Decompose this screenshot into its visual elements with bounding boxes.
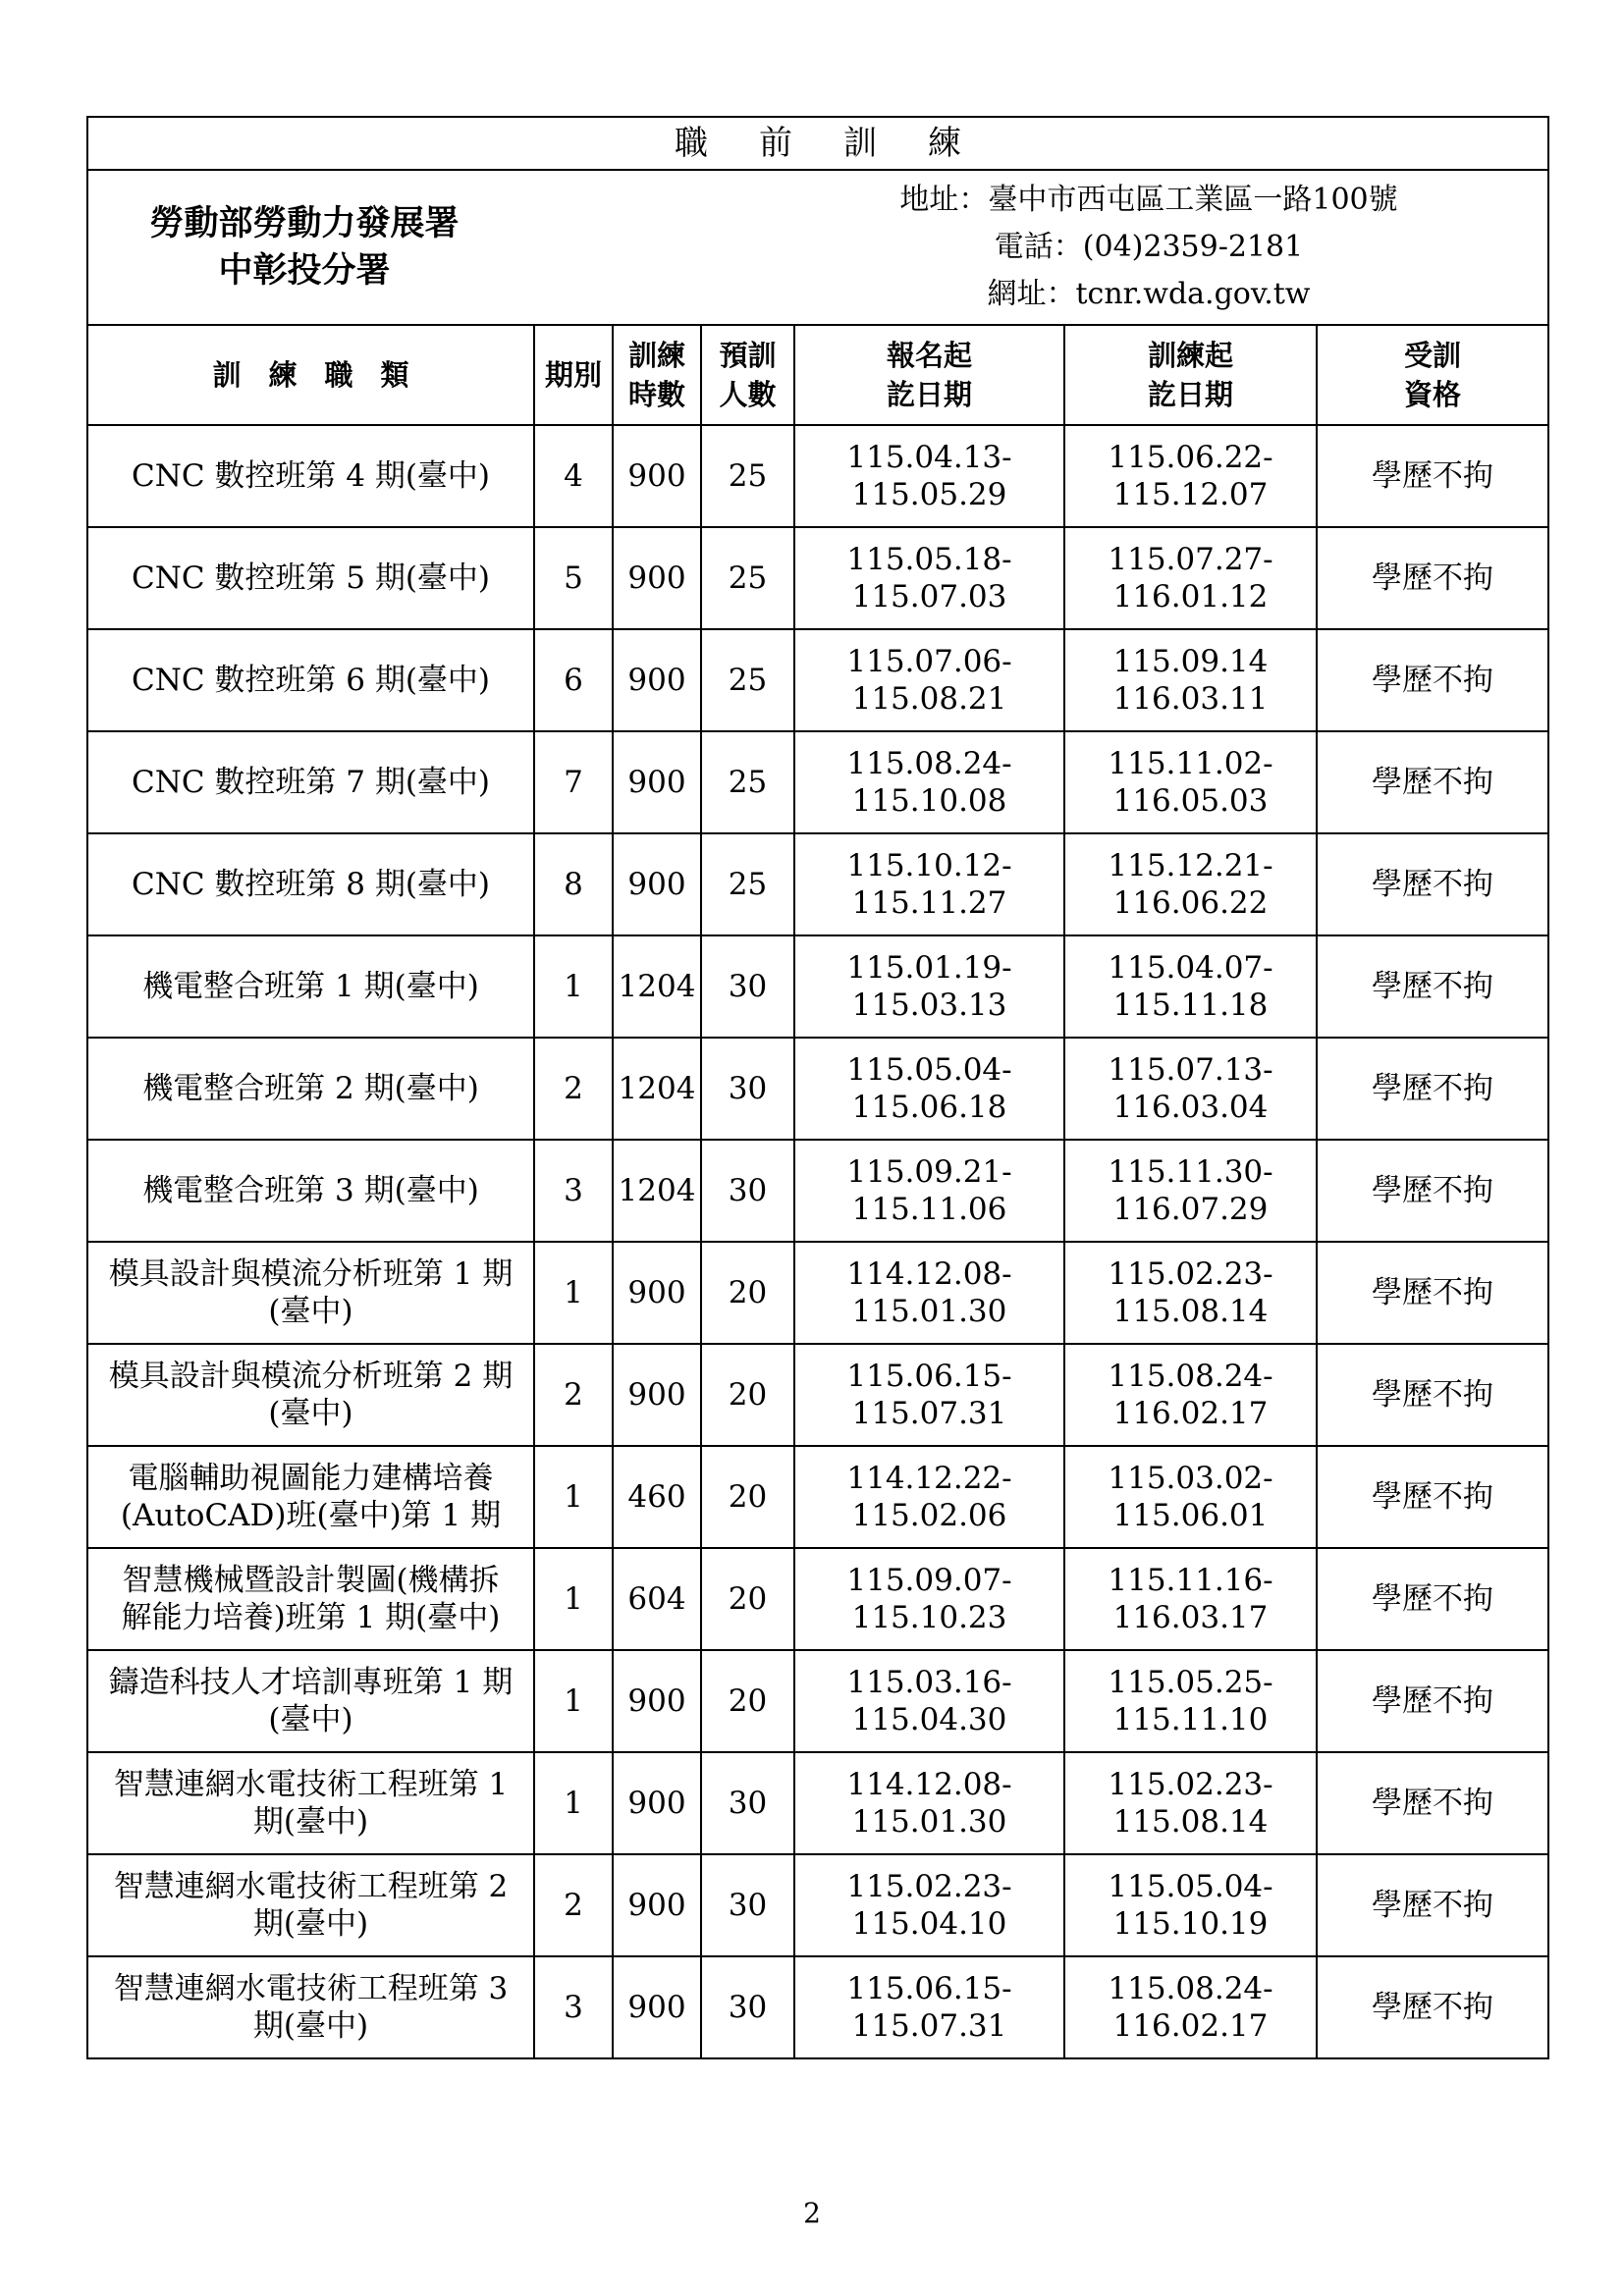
training-date-line: 115.05.04- [1108, 1869, 1273, 1904]
capacity-cell: 25 [701, 425, 794, 527]
course-name-line: 智慧機械暨設計製圖(機構拆 [122, 1563, 500, 1598]
signup-dates [794, 1956, 1064, 2058]
signup-date-line: 115.08.21 [851, 681, 1007, 717]
capacity-cell: 20 [701, 1344, 794, 1446]
training-date-line: 115.11.16- [1108, 1563, 1273, 1598]
term-cell: 3 [534, 1956, 613, 2058]
hours-cell: 460 [613, 1446, 701, 1548]
hours-cell: 900 [613, 1854, 701, 1956]
eligibility-cell: 學歷不拘 [1317, 935, 1548, 1038]
signup-date-line: 115.07.31 [851, 2008, 1007, 2044]
header-eligibility [1317, 325, 1548, 425]
training-dates [1064, 833, 1317, 935]
signup-date-line: 115.10.12- [846, 848, 1012, 883]
term-cell: 1 [534, 935, 613, 1038]
course-name-line: 期(臺中) [252, 2008, 369, 2044]
term-cell: 1 [534, 1752, 613, 1854]
hours-cell: 900 [613, 1752, 701, 1854]
training-dates [1064, 1752, 1317, 1854]
signup-date-line: 114.12.22- [846, 1461, 1012, 1496]
capacity-cell: 20 [701, 1650, 794, 1752]
training-table [86, 116, 1549, 2059]
term-cell: 1 [534, 1242, 613, 1344]
course-name-line: (臺中) [268, 1294, 353, 1329]
eligibility-cell: 學歷不拘 [1317, 1140, 1548, 1242]
table-row [87, 1650, 1548, 1752]
course-name-line: CNC 數控班第 4 期(臺中) [131, 458, 491, 494]
hours-cell: 604 [613, 1548, 701, 1650]
capacity-cell: 25 [701, 629, 794, 731]
term-cell: 1 [534, 1446, 613, 1548]
eligibility-cell: 學歷不拘 [1317, 1752, 1548, 1854]
table-row [87, 527, 1548, 629]
course-name [87, 935, 534, 1038]
term-cell: 3 [534, 1140, 613, 1242]
eligibility-cell: 學歷不拘 [1317, 1854, 1548, 1956]
signup-date-line: 115.08.24- [846, 746, 1012, 781]
training-dates [1064, 935, 1317, 1038]
hours-cell: 1204 [613, 1038, 701, 1140]
table-row [87, 1854, 1548, 1956]
signup-date-line: 115.10.23 [851, 1600, 1007, 1635]
training-date-line: 115.08.14 [1112, 1294, 1269, 1329]
training-dates [1064, 1854, 1317, 1956]
training-date-line: 116.03.11 [1112, 681, 1269, 717]
agency-name [147, 200, 461, 294]
page-number: 2 [803, 2197, 821, 2229]
hours-cell: 900 [613, 425, 701, 527]
signup-date-line: 115.06.15- [846, 1971, 1012, 2006]
training-date-line: 115.12.07 [1112, 477, 1269, 512]
signup-dates [794, 527, 1064, 629]
capacity-cell: 30 [701, 1854, 794, 1956]
training-date-line: 116.02.17 [1112, 1396, 1269, 1431]
header-signup-line2: 訖日期 [886, 378, 972, 411]
capacity-cell: 25 [701, 731, 794, 833]
course-name [87, 1752, 534, 1854]
training-date-line: 115.10.19 [1112, 1906, 1269, 1942]
signup-date-line: 115.11.27 [851, 885, 1007, 921]
header-eligibility-line1: 受訓 [1404, 339, 1462, 372]
training-dates [1064, 425, 1317, 527]
training-date-line: 116.03.17 [1112, 1600, 1269, 1635]
course-name-line: 模具設計與模流分析班第 2 期 [108, 1359, 514, 1394]
training-date-line: 116.01.12 [1112, 579, 1269, 614]
signup-dates [794, 1548, 1064, 1650]
signup-dates [794, 935, 1064, 1038]
signup-dates [794, 629, 1064, 731]
hours-cell: 900 [613, 1344, 701, 1446]
column-headers [87, 325, 1548, 425]
hours-cell: 900 [613, 833, 701, 935]
header-training-line1: 訓練起 [1147, 339, 1233, 372]
course-name [87, 425, 534, 527]
header-hours-line1: 訓練 [627, 339, 685, 372]
signup-date-line: 115.11.06 [851, 1192, 1007, 1227]
course-name-line: CNC 數控班第 8 期(臺中) [131, 867, 491, 902]
page-title: 職前訓練 [87, 117, 1548, 170]
training-date-line: 115.06.01 [1112, 1498, 1269, 1533]
signup-date-line: 115.06.15- [846, 1359, 1012, 1394]
course-name-line: 期(臺中) [252, 1906, 369, 1942]
capacity-cell: 30 [701, 1140, 794, 1242]
table-row [87, 1140, 1548, 1242]
signup-date-line: 115.03.13 [851, 988, 1007, 1023]
term-cell: 2 [534, 1344, 613, 1446]
course-name-line: 模具設計與模流分析班第 1 期 [108, 1256, 514, 1292]
training-dates [1064, 1548, 1317, 1650]
hours-cell: 900 [613, 1650, 701, 1752]
capacity-cell: 30 [701, 1038, 794, 1140]
eligibility-cell: 學歷不拘 [1317, 1548, 1548, 1650]
term-cell: 2 [534, 1854, 613, 1956]
signup-date-line: 115.07.31 [851, 1396, 1007, 1431]
eligibility-cell: 學歷不拘 [1317, 1038, 1548, 1140]
course-name-line: 期(臺中) [252, 1804, 369, 1840]
capacity-cell: 20 [701, 1242, 794, 1344]
signup-date-line: 115.01.19- [846, 950, 1012, 986]
training-date-line: 115.07.27- [1108, 542, 1273, 577]
signup-date-line: 115.04.13- [846, 440, 1012, 475]
term-cell: 1 [534, 1548, 613, 1650]
training-date-line: 115.11.10 [1112, 1702, 1269, 1737]
hours-cell: 900 [613, 527, 701, 629]
course-name [87, 1242, 534, 1344]
training-dates [1064, 1956, 1317, 2058]
signup-date-line: 115.09.07- [846, 1563, 1012, 1598]
course-name [87, 1854, 534, 1956]
training-date-line: 115.05.25- [1108, 1665, 1273, 1700]
signup-date-line: 115.05.18- [846, 542, 1012, 577]
signup-dates [794, 1752, 1064, 1854]
signup-dates [794, 1854, 1064, 1956]
eligibility-cell: 學歷不拘 [1317, 1956, 1548, 2058]
course-name [87, 527, 534, 629]
hours-cell: 900 [613, 1242, 701, 1344]
table-row [87, 1038, 1548, 1140]
table-row [87, 425, 1548, 527]
course-name-line: 智慧連網水電技術工程班第 2 [113, 1869, 509, 1904]
signup-date-line: 115.01.30 [851, 1294, 1007, 1329]
capacity-cell: 25 [701, 527, 794, 629]
header-capacity [701, 325, 794, 425]
course-name-line: CNC 數控班第 5 期(臺中) [131, 561, 491, 596]
eligibility-cell: 學歷不拘 [1317, 731, 1548, 833]
training-date-line: 115.08.24- [1108, 1971, 1273, 2006]
signup-dates [794, 731, 1064, 833]
training-dates [1064, 1344, 1317, 1446]
course-name-line: 電腦輔助視圖能力建構培養 [128, 1461, 494, 1496]
eligibility-cell: 學歷不拘 [1317, 629, 1548, 731]
eligibility-cell: 學歷不拘 [1317, 425, 1548, 527]
signup-date-line: 115.07.03 [851, 579, 1007, 614]
course-name-line: (臺中) [268, 1396, 353, 1431]
agency-info [87, 170, 1548, 325]
training-dates [1064, 1140, 1317, 1242]
course-name [87, 1956, 534, 2058]
term-cell: 1 [534, 1650, 613, 1752]
header-signup [794, 325, 1064, 425]
course-name-line: (臺中) [268, 1702, 353, 1737]
signup-date-line: 115.01.30 [851, 1804, 1007, 1840]
hours-cell: 900 [613, 629, 701, 731]
header-training [1064, 325, 1317, 425]
signup-date-line: 115.07.06- [846, 644, 1012, 679]
signup-dates [794, 1344, 1064, 1446]
term-cell: 4 [534, 425, 613, 527]
course-name [87, 833, 534, 935]
signup-dates [794, 425, 1064, 527]
eligibility-cell: 學歷不拘 [1317, 1344, 1548, 1446]
training-date-line: 115.02.23- [1108, 1767, 1273, 1802]
eligibility-cell: 學歷不拘 [1317, 833, 1548, 935]
contact-info [835, 177, 1463, 318]
training-date-line: 116.06.22 [1112, 885, 1269, 921]
training-date-line: 116.05.03 [1112, 783, 1269, 819]
course-name [87, 1344, 534, 1446]
signup-dates [794, 833, 1064, 935]
course-name [87, 629, 534, 731]
table-row [87, 833, 1548, 935]
term-cell: 2 [534, 1038, 613, 1140]
course-name-line: 機電整合班第 2 期(臺中) [142, 1071, 479, 1106]
eligibility-cell: 學歷不拘 [1317, 1650, 1548, 1752]
training-date-line: 115.04.07- [1108, 950, 1273, 986]
course-name-line: 鑄造科技人才培訓專班第 1 期 [108, 1665, 514, 1700]
training-date-line: 115.06.22- [1108, 440, 1273, 475]
table-row [87, 1548, 1548, 1650]
signup-dates [794, 1038, 1064, 1140]
header-hours [613, 325, 701, 425]
website: 網址：tcnr.wda.gov.tw [987, 277, 1311, 311]
signup-date-line: 115.03.16- [846, 1665, 1012, 1700]
course-name-line: (AutoCAD)班(臺中)第 1 期 [120, 1498, 502, 1533]
course-name-line: 機電整合班第 3 期(臺中) [142, 1173, 479, 1208]
address: 地址：臺中市西屯區工業區一路100號 [899, 183, 1398, 217]
header-training-line2: 訖日期 [1147, 378, 1233, 411]
training-date-line: 115.09.14 [1112, 644, 1269, 679]
training-date-line: 115.08.24- [1108, 1359, 1273, 1394]
header-hours-line2: 時數 [627, 378, 685, 411]
signup-date-line: 115.04.10 [851, 1906, 1007, 1942]
training-date-line: 115.11.02- [1108, 746, 1273, 781]
training-date-line: 115.11.18 [1112, 988, 1269, 1023]
table-row [87, 1344, 1548, 1446]
table-row [87, 629, 1548, 731]
course-name-line: 智慧連網水電技術工程班第 1 [113, 1767, 509, 1802]
training-dates [1064, 731, 1317, 833]
eligibility-cell: 學歷不拘 [1317, 1242, 1548, 1344]
course-name-line: 機電整合班第 1 期(臺中) [142, 969, 479, 1004]
phone: 電話：(04)2359-2181 [994, 230, 1304, 264]
signup-date-line: 115.06.18 [851, 1090, 1007, 1125]
course-name [87, 731, 534, 833]
signup-date-line: 115.05.29 [851, 477, 1007, 512]
training-dates [1064, 1038, 1317, 1140]
table-row [87, 935, 1548, 1038]
header-eligibility-line2: 資格 [1404, 378, 1462, 411]
hours-cell: 1204 [613, 935, 701, 1038]
training-dates [1064, 527, 1317, 629]
signup-date-line: 114.12.08- [846, 1767, 1012, 1802]
header-capacity-line1: 預訓 [719, 339, 777, 372]
signup-date-line: 114.12.08- [846, 1256, 1012, 1292]
table-row [87, 731, 1548, 833]
course-name [87, 1038, 534, 1140]
course-name-line: 解能力培養)班第 1 期(臺中) [121, 1600, 501, 1635]
training-date-line: 116.03.04 [1112, 1090, 1269, 1125]
capacity-cell: 30 [701, 935, 794, 1038]
term-cell: 6 [534, 629, 613, 731]
signup-date-line: 115.04.30 [851, 1702, 1007, 1737]
signup-date-line: 115.02.06 [851, 1498, 1007, 1533]
eligibility-cell: 學歷不拘 [1317, 1446, 1548, 1548]
table-row [87, 1752, 1548, 1854]
training-dates [1064, 1650, 1317, 1752]
training-date-line: 115.11.30- [1108, 1154, 1273, 1190]
training-dates [1064, 1446, 1317, 1548]
eligibility-cell: 學歷不拘 [1317, 527, 1548, 629]
capacity-cell: 20 [701, 1548, 794, 1650]
training-date-line: 115.07.13- [1108, 1052, 1273, 1088]
capacity-cell: 30 [701, 1956, 794, 2058]
header-capacity-line2: 人數 [719, 378, 777, 411]
course-name [87, 1140, 534, 1242]
hours-cell: 1204 [613, 1140, 701, 1242]
signup-dates [794, 1242, 1064, 1344]
capacity-cell: 20 [701, 1446, 794, 1548]
training-date-line: 115.02.23- [1108, 1256, 1273, 1292]
header-term: 期別 [534, 325, 613, 425]
signup-date-line: 115.10.08 [851, 783, 1007, 819]
table-row [87, 1956, 1548, 2058]
signup-dates [794, 1446, 1064, 1548]
signup-date-line: 115.09.21- [846, 1154, 1012, 1190]
training-date-line: 115.03.02- [1108, 1461, 1273, 1496]
course-name [87, 1548, 534, 1650]
course-name-line: CNC 數控班第 6 期(臺中) [131, 663, 491, 698]
hours-cell: 900 [613, 731, 701, 833]
capacity-cell: 30 [701, 1752, 794, 1854]
course-name-line: 智慧連網水電技術工程班第 3 [113, 1971, 509, 2006]
signup-dates [794, 1140, 1064, 1242]
capacity-cell: 25 [701, 833, 794, 935]
agency-name-line2: 中彰投分署 [218, 251, 391, 291]
term-cell: 8 [534, 833, 613, 935]
agency-name-line1: 勞動部勞動力發展署 [149, 204, 460, 243]
hours-cell: 900 [613, 1956, 701, 2058]
training-date-line: 115.08.14 [1112, 1804, 1269, 1840]
signup-date-line: 115.05.04- [846, 1052, 1012, 1088]
term-cell: 5 [534, 527, 613, 629]
course-name-line: CNC 數控班第 7 期(臺中) [131, 765, 491, 800]
training-date-line: 116.07.29 [1112, 1192, 1269, 1227]
training-dates [1064, 629, 1317, 731]
signup-date-line: 115.02.23- [846, 1869, 1012, 1904]
training-date-line: 116.02.17 [1112, 2008, 1269, 2044]
course-name [87, 1650, 534, 1752]
training-dates [1064, 1242, 1317, 1344]
signup-dates [794, 1650, 1064, 1752]
table-row [87, 1446, 1548, 1548]
header-name: 訓練職類 [87, 325, 534, 425]
course-name [87, 1446, 534, 1548]
table-row [87, 1242, 1548, 1344]
training-date-line: 115.12.21- [1108, 848, 1273, 883]
term-cell: 7 [534, 731, 613, 833]
header-signup-line1: 報名起 [886, 339, 972, 372]
